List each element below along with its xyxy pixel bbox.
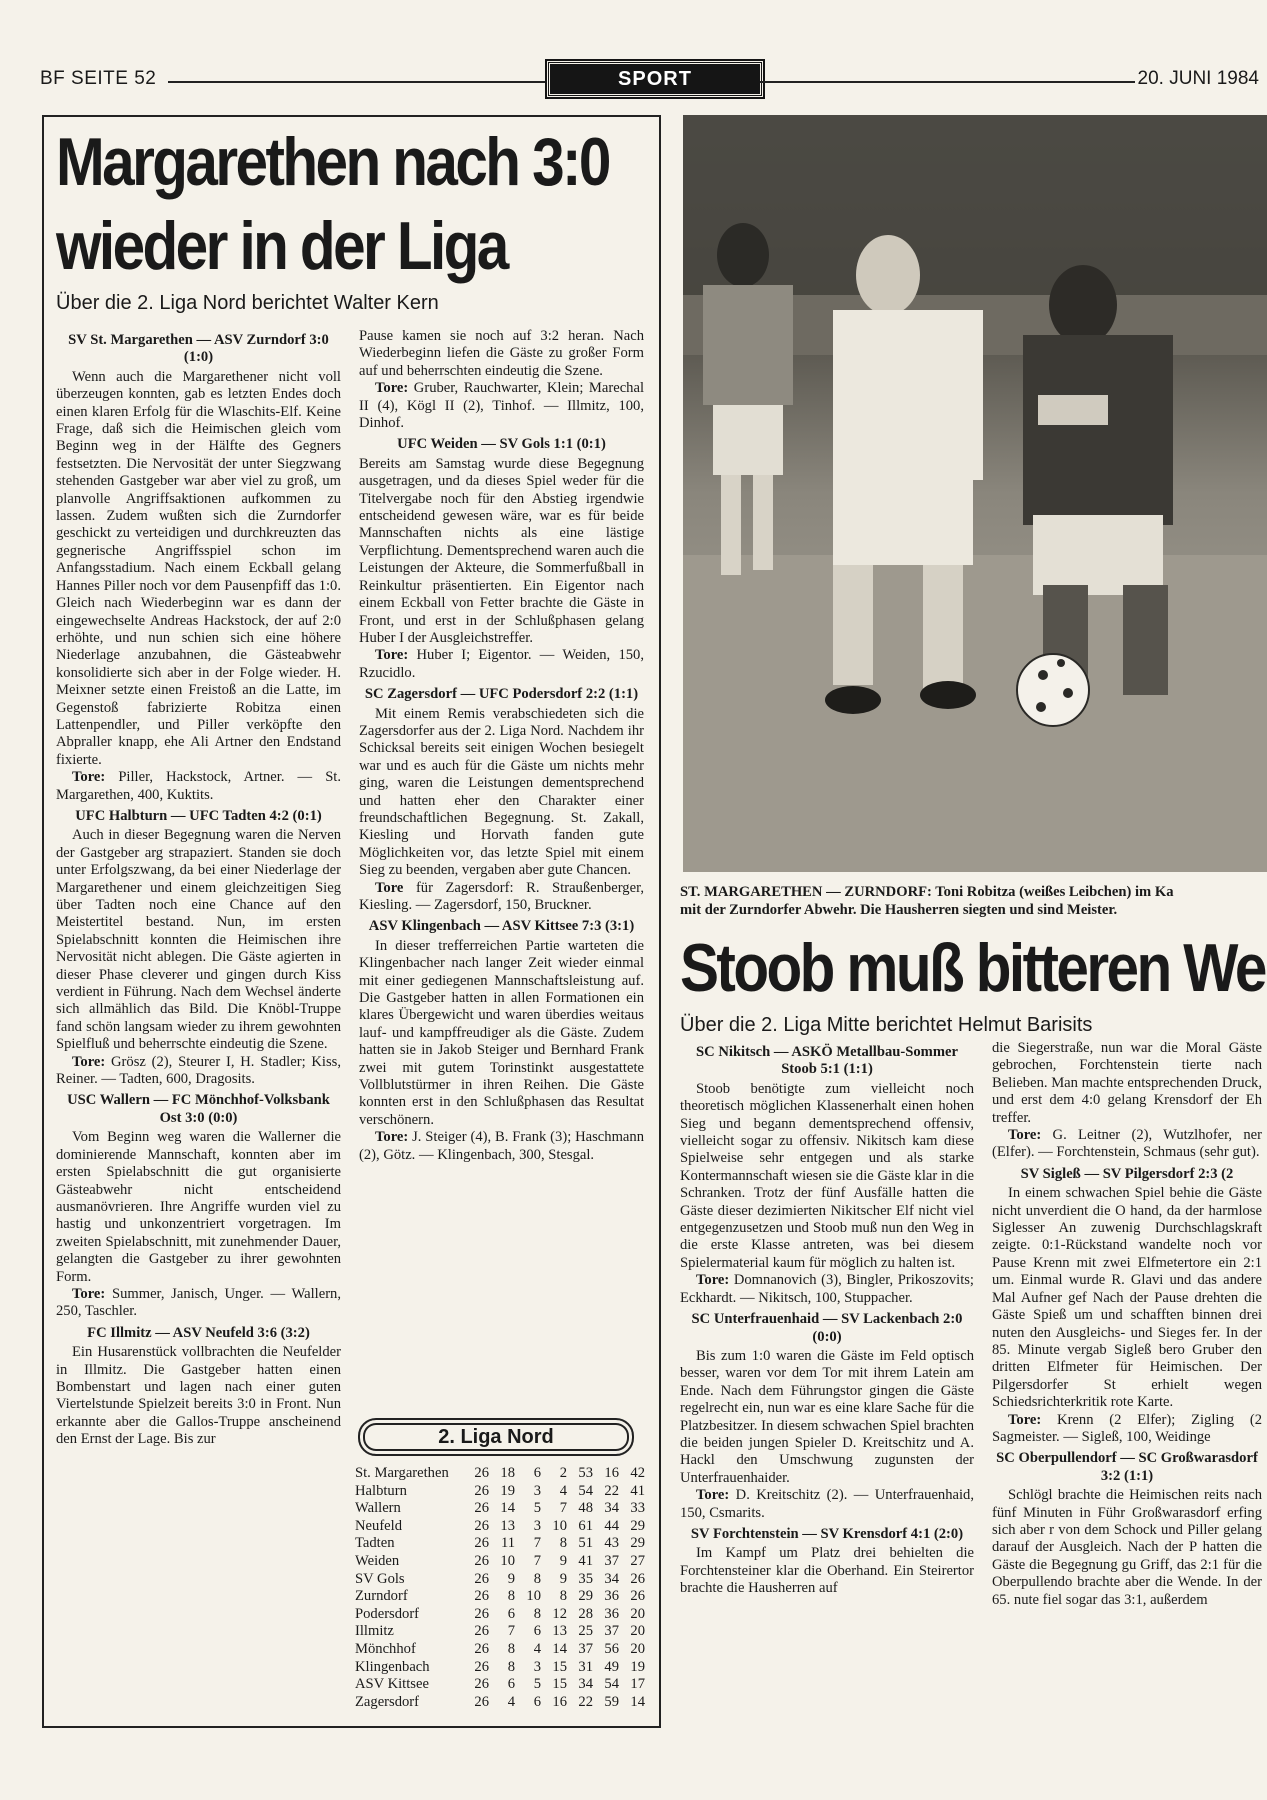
table-cell: 26: [474, 1658, 489, 1675]
scorers-text: Huber I; Eigentor. — Weiden, 150, Rzucidlo.: [359, 647, 644, 681]
table-cell: 26: [474, 1676, 489, 1693]
table-row: [355, 1623, 645, 1641]
article1-headline: [56, 120, 609, 288]
table-cell: 4: [559, 1482, 567, 1499]
table-cell: 5: [533, 1676, 541, 1693]
scorers-label: Tore:: [375, 1129, 413, 1146]
table-cell: 20: [630, 1623, 645, 1640]
table-cell: 37: [578, 1640, 593, 1657]
report-paragraph: Schlögl brachte die Heimischen reits nach fünf Minuten in Führ Großwarasdorf erfing sich aber r von dem Schock und Piller gelang darauf der Ausgleich. Nach der P hatten die Gäste die Begegnung gu Griff, das 2:1 für die Oberpullendo brachte aber die Wende. In der 65. nute fiel sogar das 3:1, außerdem: [992, 1487, 1262, 1608]
scorers-line: [359, 380, 644, 432]
match-heading: SV Sigleß — SV Pilgersdorf 2:3 (2: [1020, 1165, 1234, 1182]
scorers-line: [992, 1127, 1262, 1162]
report-paragraph: Stoob benötigte zum vielleicht noch theoretisch möglichen Klassenerhalt einen hohen Sieg und begann dementsprechend offensiv, vielleicht sogar zu offensiv. Nikitsch kam diese Spielweise sehr entgegen und als starke Kontermannschaft wiesen sie die Gäste klar in die Schranken. Trotz der fünf Ausfälle hatten die Gäste dieser dezimierten Nikitscher Elf nicht viel entgegenzusetzen und Stoob muß nun den Weg in die erste Klasse antreten, was bei diesem Spielermaterial kaum für möglich zu halten ist.: [680, 1080, 974, 1271]
scorers-text: J. Steiger (4), B. Frank (3); Haschmann (2), Götz. — Klingenbach, 300, Stesgal.: [359, 1129, 644, 1163]
table-cell: 19: [500, 1482, 515, 1499]
scorers-line: [359, 1129, 644, 1164]
match-heading: SV Forchtenstein — SV Krensdorf 4:1 (2:0): [690, 1525, 964, 1542]
table-cell: 9: [559, 1570, 567, 1587]
table-cell: 34: [604, 1500, 619, 1517]
article2-headline: Stoob muß bitteren We: [680, 930, 1265, 1006]
scorers-label: Tore:: [375, 380, 414, 397]
table-cell: 28: [578, 1605, 593, 1622]
article2-column-1: [680, 1040, 974, 1598]
team-name: Zagersdorf: [355, 1693, 420, 1710]
scorers-label: Tore:: [696, 1487, 736, 1504]
team-name: Wallern: [355, 1500, 401, 1517]
table-cell: 8: [559, 1535, 567, 1552]
table-cell: 48: [578, 1500, 593, 1517]
table-cell: 22: [604, 1482, 619, 1499]
table-cell: 10: [526, 1588, 541, 1605]
table-cell: 14: [630, 1693, 645, 1710]
table-cell: 5: [533, 1500, 541, 1517]
table-cell: 54: [604, 1676, 619, 1693]
table-cell: 26: [474, 1588, 489, 1605]
table-cell: 7: [507, 1623, 515, 1640]
table-cell: 44: [604, 1517, 619, 1534]
table-cell: 16: [552, 1693, 567, 1710]
caption-line-2: mit der Zurndorfer Abwehr. Die Hausherren siegten und sind Meister.: [680, 902, 1118, 918]
match-heading: SC Zagersdorf — UFC Podersdorf 2:2 (1:1): [364, 686, 639, 703]
table-cell: 20: [630, 1640, 645, 1657]
report-paragraph: In dieser trefferreichen Partie warteten die Klingenbacher nach langer Zeit wieder einmal mit einer gediegenen Mannschaftsleistung auf. Die Gastgeber hatten in allen Formationen ein klares Übergewicht und waren überdies weitaus lauf- und kampffreudiger als die Gäste. Zudem hatten sie in Jakob Steiger und Bernhard Frank zwei mit gutem Torinstinkt ausgestattete Vollblutstürmer in ihren Reihen. Die Gäste konnten erst in den Schlußphasen das Resultat verschönern.: [359, 937, 644, 1128]
table-cell: 8: [507, 1640, 515, 1657]
table-row: [355, 1483, 645, 1501]
table-row: [355, 1535, 645, 1553]
scorers-text: für Zagersdorf: R. Straußenberger, Kiesling. — Zagersdorf, 150, Bruckner.: [359, 879, 644, 913]
match-heading: FC Illmitz — ASV Neufeld 3:6 (3:2): [87, 1324, 310, 1341]
issue-date: 20. JUNI 1984: [1137, 68, 1259, 89]
scorers-label: Tore:: [72, 1285, 112, 1302]
table-cell: 13: [500, 1517, 515, 1534]
table-cell: 31: [578, 1658, 593, 1675]
scorers-text: D. Kreitschitz (2). — Unterfrauenhaid, 150, Csmarits.: [680, 1487, 975, 1521]
match-heading: SV St. Margarethen — ASV Zurndorf 3:0 (1:0): [68, 332, 329, 366]
table-cell: 16: [604, 1465, 619, 1481]
scorers-label: Tore:: [1008, 1411, 1058, 1428]
table-cell: 34: [578, 1676, 593, 1693]
scorers-label: Tore:: [696, 1272, 734, 1289]
table-cell: 14: [500, 1500, 515, 1517]
table-cell: 8: [559, 1588, 567, 1605]
league-table-title: 2. Liga Nord: [358, 1418, 634, 1456]
scorers-line: [680, 1487, 974, 1522]
table-cell: 15: [552, 1658, 567, 1675]
scorers-text: G. Leitner (2), Wutzlhofer, ner (Elfer). — Forchtenstein, Schmaus (sehr gut).: [992, 1127, 1263, 1161]
report-paragraph: Auch in dieser Begegnung waren die Nerven der Gastgeber arg strapaziert. Standen sie doch unter Erfolgszwang, da bei einer Niederlage der Margarethener und einem gleichzeitigen Sieg über Tadten noch eine Chance auf den Meistertitel bestand. Nun, im ersten Spielabschnitt konnten die Heimischen ihre Nervosität nicht ablegen. Die Gäste agierten in dieser Phase cleverer und gingen durch Kiss verdient in Führung. Nach dem Wechsel änderte sich allmählich das Bild. Die Knöbl-Truppe fand schön langsam wieder zu ihrem gewohnten Spielfluß und beherrschte eindeutig die Szene.: [56, 827, 341, 1053]
table-cell: 8: [507, 1588, 515, 1605]
table-cell: 26: [474, 1517, 489, 1534]
table-cell: 6: [533, 1623, 541, 1640]
team-name: Tadten: [355, 1535, 395, 1552]
table-cell: 3: [533, 1482, 541, 1499]
table-cell: 9: [559, 1552, 567, 1569]
match-heading: UFC Halbturn — UFC Tadten 4:2 (0:1): [75, 807, 322, 824]
table-cell: 7: [533, 1552, 541, 1569]
scorers-line: [56, 769, 341, 804]
report-paragraph: In einem schwachen Spiel behie die Gäste nicht unverdient die O hand, da der harmlose Siglesser An zuwenig Durchschlagskraft zeigte. 0:1-Rückstand wandelte noch vor Pause Krenn mit zwei Elfmetertore ein 2:1 um. Einmal wurde R. Glavi und das andere Mal Aufner gef Nach der Pause drehten die Gäste Spieß um und schafften binnen drei nuten den Ausgleichs- und Sieges fer. In der 85. Minute vergab Sigleß bero Gruber den dritten Elfmeter für Heimischen. Der Pilgersdorfer St erhielt wegen Schiedsrichterkritik rote Karte.: [992, 1185, 1262, 1411]
photo-caption: [680, 883, 1267, 919]
table-cell: 36: [604, 1605, 619, 1622]
scorers-label: Tore:: [72, 769, 119, 786]
caption-line-1: ST. MARGARETHEN — ZURNDORF: Toni Robitza (weißes Leibchen) im Ka: [680, 884, 1174, 900]
table-cell: 25: [578, 1623, 593, 1640]
report-paragraph: Mit einem Remis verabschiedeten sich die Zagersdorfer aus der 2. Liga Nord. Nachdem ihr Schicksal bereits seit einigen Wochen besiegelt war und es auch für die Gäste um nichts mehr ging, waren die Leistungen dementsprechend und hatten eher den Charakter einer freundschaftlichen Begegnung. St. Zakall, Kiesling und Horvath fanden gute Möglichkeiten vor, das letzte Spiel mit einem Sieg zu beenden, vergaben aber gute Chancen.: [359, 705, 644, 879]
table-row: [355, 1500, 645, 1518]
table-cell: 26: [474, 1465, 489, 1481]
report-paragraph: Ein Husarenstück vollbrachten die Neufelder in Illmitz. Die Gastgeber hatten einen Bombenstart und lagen nach einer guten Viertelstunde Spielzeit bereits 3:0 in Front. Nun erkannte aber die Gallos-Truppe anscheinend den Ernst der Lage. Bis zur: [56, 1344, 341, 1448]
table-cell: 59: [604, 1693, 619, 1710]
headline-line-2: wieder in der Liga: [56, 208, 507, 284]
table-cell: 26: [474, 1640, 489, 1657]
table-cell: 27: [630, 1552, 645, 1569]
table-row: [355, 1465, 645, 1483]
match-heading: SC Oberpullendorf — SC Großwarasdorf 3:2 (1:1): [996, 1450, 1258, 1484]
table-cell: 26: [474, 1605, 489, 1622]
team-name: Zurndorf: [355, 1588, 408, 1605]
table-cell: 34: [604, 1570, 619, 1587]
scorers-text: Piller, Hackstock, Artner. — St. Margarethen, 400, Kuktits.: [56, 769, 342, 803]
table-cell: 26: [474, 1570, 489, 1587]
table-cell: 41: [630, 1482, 645, 1499]
scorers-text: Grösz (2), Steurer I, H. Stadler; Kiss, Reiner. — Tadten, 600, Dragosits.: [56, 1053, 341, 1088]
table-row: [355, 1571, 645, 1589]
scorers-text: Domnanovich (3), Bingler, Prikoszovits; Eckhardt. — Nikitsch, 100, Stuppacher.: [680, 1272, 974, 1306]
table-cell: 37: [604, 1623, 619, 1640]
table-cell: 49: [604, 1658, 619, 1675]
report-paragraph: Bis zum 1:0 waren die Gäste im Feld optisch besser, waren vor dem Tor mit ihrem Latein am Ende. Nach dem Führungstor gingen die Gäste regelrecht ein, nun war es eine klare Sache für die Platzbesitzer. In diesem schwachen Spiel brachten die beiden jungen Spieler D. Kreitschitz und A. Hackl den Umschwung zugunsten der Unterfrauenhaider.: [680, 1347, 974, 1486]
article1-column-2: [359, 328, 644, 1164]
team-name: St. Margarethen: [355, 1465, 449, 1481]
table-cell: 18: [500, 1465, 515, 1481]
team-name: Weiden: [355, 1552, 400, 1569]
table-row: [355, 1518, 645, 1536]
table-cell: 42: [630, 1465, 645, 1481]
table-cell: 36: [604, 1588, 619, 1605]
table-row: [355, 1553, 645, 1571]
report-paragraph: die Siegerstraße, nun war die Moral Gäste gebrochen, Forchtenstein tierte nach Belieben. Man machte entsprechenden Druck, und erst dem 4:0 gelang Krensdorf der Eh treffer.: [992, 1040, 1262, 1126]
scorers-label: Tore:: [375, 647, 417, 664]
match-heading: ASV Klingenbach — ASV Kittsee 7:3 (3:1): [368, 918, 635, 935]
table-cell: 6: [533, 1693, 541, 1710]
table-cell: 56: [604, 1640, 619, 1657]
table-cell: 61: [578, 1517, 593, 1534]
table-cell: 2: [559, 1465, 567, 1481]
team-name: Mönchhof: [355, 1640, 416, 1657]
table-cell: 15: [552, 1676, 567, 1693]
article1-column-1: [56, 328, 341, 1449]
article2-byline: Über die 2. Liga Mitte berichtet Helmut Barisits: [680, 1014, 1093, 1036]
table-cell: 4: [533, 1640, 541, 1657]
team-name: Klingenbach: [355, 1658, 430, 1675]
table-cell: 8: [533, 1605, 541, 1622]
table-cell: 29: [630, 1517, 645, 1534]
table-cell: 6: [507, 1605, 515, 1622]
match-heading: SC Unterfrauenhaid — SV Lackenbach 2:0 (0:0): [691, 1311, 963, 1345]
report-paragraph: Im Kampf um Platz drei behielten die Forchtensteiner klar die Oberhand. Ein Steirertor brachte die Hausherren auf: [680, 1545, 974, 1597]
table-cell: 37: [604, 1552, 619, 1569]
scorers-label: Tore:: [72, 1053, 112, 1070]
scorers-line: [56, 1054, 341, 1089]
table-cell: 10: [552, 1517, 567, 1534]
table-cell: 26: [474, 1535, 489, 1552]
table-cell: 19: [630, 1658, 645, 1675]
match-heading: SC Nikitsch — ASKÖ Metallbau-Sommer Stoob 5:1 (1:1): [696, 1044, 958, 1078]
table-cell: 7: [533, 1535, 541, 1552]
scorers-text: Gruber, Rauchwarter, Klein; Marechal II (4), Kögl II (2), Tinhof. — Illmitz, 100, Dinhof.: [359, 380, 645, 432]
table-cell: 29: [630, 1535, 645, 1552]
team-name: Halbturn: [355, 1482, 407, 1499]
scorers-line: [992, 1412, 1262, 1447]
table-cell: 26: [474, 1482, 489, 1499]
table-cell: 53: [578, 1465, 593, 1481]
report-paragraph: Pause kamen sie noch auf 3:2 heran. Nach Wiederbeginn liefen die Gäste zu großer Form auf und beherrschten eindeutig die Szene.: [359, 328, 644, 379]
article2-column-2: [992, 1040, 1262, 1609]
article1-byline: Über die 2. Liga Nord berichtet Walter Kern: [56, 292, 439, 314]
table-row: [355, 1676, 645, 1694]
table-cell: 11: [500, 1535, 515, 1552]
table-cell: 22: [578, 1693, 593, 1710]
scorers-line: [359, 880, 644, 915]
team-name: Podersdorf: [355, 1605, 420, 1622]
table-cell: 6: [533, 1465, 541, 1481]
league-table: [355, 1465, 645, 1711]
headline-line-1: Margarethen nach 3:0: [56, 124, 609, 200]
table-cell: 29: [578, 1588, 593, 1605]
scorers-text: Krenn (2 Elfer); Zigling (2 Sagmeister. — Sigleß, 100, Weidinge: [992, 1411, 1262, 1445]
table-cell: 20: [630, 1605, 645, 1622]
table-cell: 7: [559, 1500, 567, 1517]
table-row: [355, 1588, 645, 1606]
team-name: ASV Kittsee: [355, 1676, 429, 1693]
table-cell: 51: [578, 1535, 593, 1552]
table-cell: 13: [552, 1623, 567, 1640]
table-cell: 26: [474, 1623, 489, 1640]
table-cell: 9: [507, 1570, 515, 1587]
table-cell: 26: [630, 1570, 645, 1587]
table-cell: 14: [552, 1640, 567, 1657]
table-cell: 12: [552, 1605, 567, 1622]
match-photo: [683, 115, 1267, 872]
team-name: Illmitz: [355, 1623, 394, 1640]
section-label: SPORT: [547, 61, 763, 97]
table-row: [355, 1659, 645, 1677]
table-cell: 33: [630, 1500, 645, 1517]
report-paragraph: Vom Beginn weg waren die Wallerner die dominierende Mannschaft, konnten aber im ersten Spielabschnitt die gut organisierte Gästeabwehr nicht entscheidend ausmanövrieren. Ihre Angriffe wurden viel zu hastig und unkonzentriert vorgetragen. Im zweiten Spielabschnitt, mit zunehmender Dauer, gelangten die Gastgeber zu ihrer gewohnten Form.: [56, 1129, 341, 1285]
team-name: SV Gols: [355, 1570, 405, 1587]
table-cell: 10: [500, 1552, 515, 1569]
table-row: [355, 1606, 645, 1624]
table-cell: 17: [630, 1676, 645, 1693]
table-cell: 3: [533, 1517, 541, 1534]
report-paragraph: Bereits am Samstag wurde diese Begegnung ausgetragen, und da dieses Spiel weder für die Titelvergabe noch für den Abstieg irgendwie entscheidend gewesen wäre, war es für beide Mannschaften nichts als eine lästige Verpflichtung. Dementsprechend waren auch die Leistungen der Akteure, die Sommerfußball in Reinkultur präsentierten. Ein Eigentor nach einem Eckball von Fetter brachte die Gäste in Front, und erst in der Schlußphasen gelang Huber I der Ausgleichstreffer.: [359, 455, 644, 646]
table-row: [355, 1641, 645, 1659]
table-cell: 41: [578, 1552, 593, 1569]
scorers-label: Tore: [375, 879, 416, 896]
table-cell: 35: [578, 1570, 593, 1587]
table-cell: 8: [533, 1570, 541, 1587]
scorers-text: Summer, Janisch, Unger. — Wallern, 250, Taschler.: [56, 1285, 342, 1320]
header-rule-left: [168, 81, 546, 83]
table-cell: 8: [507, 1658, 515, 1675]
scorers-line: [680, 1272, 974, 1307]
page-number: BF SEITE 52: [40, 68, 157, 89]
report-paragraph: Wenn auch die Margarethener nicht voll überzeugen konnten, gab es letzten Endes doch einen klaren Erfolg für die Wlaschits-Elf. Keine Frage, daß sich die Heimischen gleich vom Beginn weg in der Hälfte des Gegners festsetzten. Die Nervosität der unter Siegzwang stehenden Gastgeber war aber viel zu groß, um planvolle Angriffsaktionen aufkommen zu lassen. Zudem wußten sich die Zurndorfer geschickt zu verteidigen und durchkreuzten das gegnerische Angriffsspiel schon im Anfangsstadium. Nach einem Eckball gelang Hannes Piller noch vor dem Pausenpfiff das 1:0. Gleich nach Wiederbeginn war es dann der eingewechselte Andreas Hackstock, der auf 2:0 erhöhte, und nun schien sich eine höhere Niederlage anzubahnen, die Gästeabwehr konsolidierte sich aber in der Folge wieder. H. Meixner setzte einen Freistoß an die Latte, im Gegenstoß fabrizierte Robitza einen Lattenpendler, und Piller verköpfte den Abpraller knapp, ehe Ali Artner den Endstand fixierte.: [56, 368, 341, 768]
table-cell: 26: [474, 1500, 489, 1517]
scorers-label: Tore:: [1008, 1127, 1053, 1144]
table-cell: 54: [578, 1482, 593, 1499]
table-row: [355, 1694, 645, 1712]
header-rule-right: [760, 81, 1135, 83]
match-heading: USC Wallern — FC Mönchhof-Volksbank Ost 3:0 (0:0): [67, 1092, 330, 1126]
table-cell: 3: [533, 1658, 541, 1675]
scorers-line: [56, 1286, 341, 1321]
team-name: Neufeld: [355, 1517, 403, 1534]
match-heading: UFC Weiden — SV Gols 1:1 (0:1): [397, 436, 606, 453]
table-cell: 6: [507, 1676, 515, 1693]
table-cell: 4: [507, 1693, 515, 1710]
table-cell: 26: [630, 1588, 645, 1605]
table-cell: 26: [474, 1552, 489, 1569]
table-cell: 26: [474, 1693, 489, 1710]
scorers-line: [359, 647, 644, 682]
table-cell: 43: [604, 1535, 619, 1552]
